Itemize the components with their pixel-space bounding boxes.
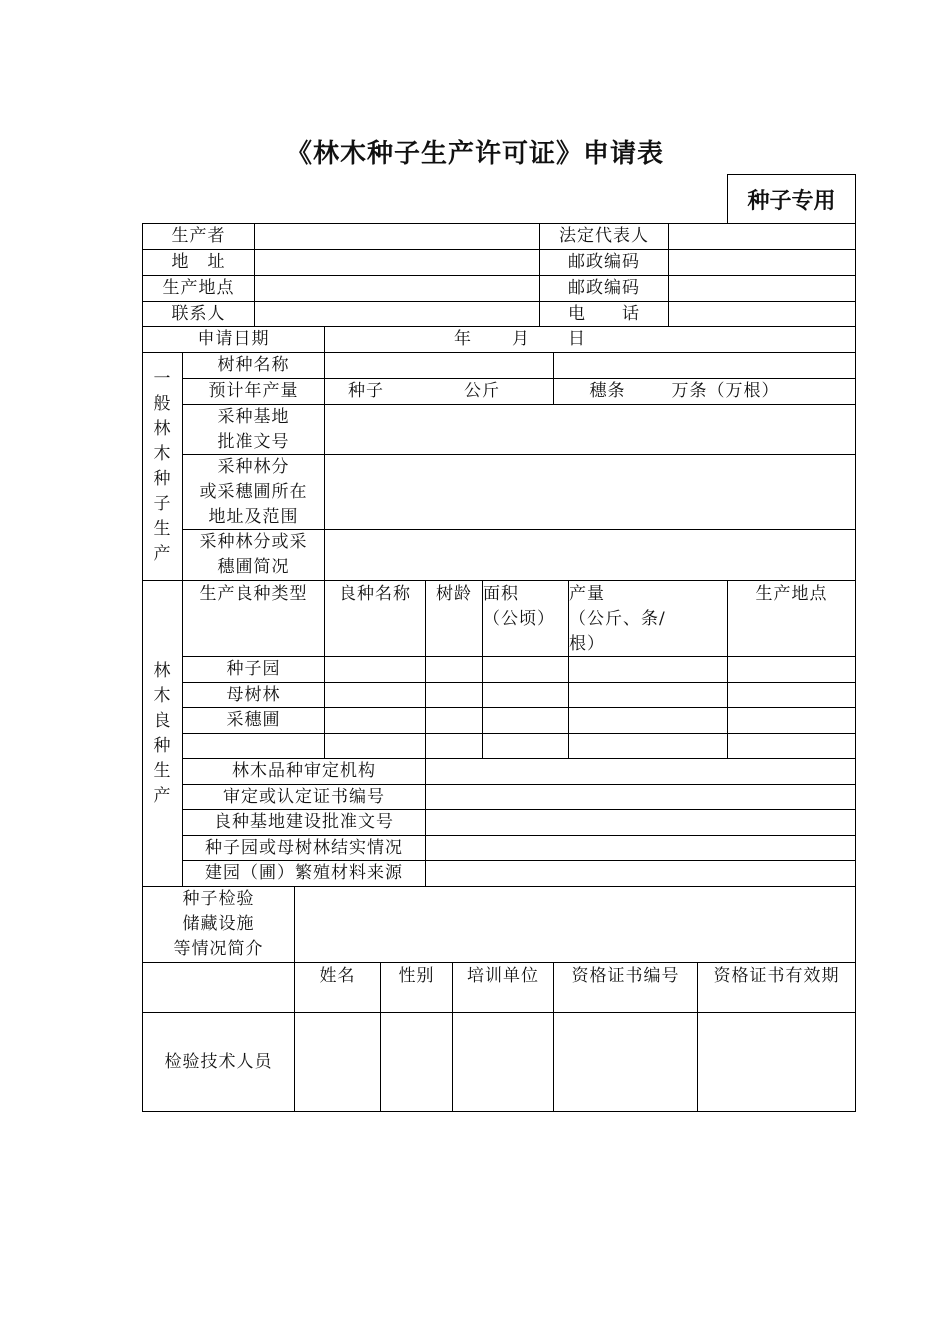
prod-location-field[interactable] bbox=[254, 275, 540, 302]
species-name-label: 树种名称 bbox=[182, 352, 325, 379]
staff-col-name: 姓名 bbox=[294, 962, 381, 1013]
approval-agency-label: 林木品种审定机构 bbox=[182, 758, 426, 785]
cell[interactable] bbox=[324, 707, 426, 734]
improved-label-4: 生 bbox=[153, 760, 172, 781]
col-name-header: 良种名称 bbox=[324, 580, 426, 657]
cell[interactable] bbox=[425, 707, 483, 734]
postcode1-field[interactable] bbox=[668, 249, 856, 276]
approval-agency-field[interactable] bbox=[425, 758, 856, 785]
cell[interactable] bbox=[425, 733, 483, 759]
cell[interactable] bbox=[425, 682, 483, 708]
row-mother-label: 母树林 bbox=[182, 682, 325, 708]
legal-rep-label: 法定代表人 bbox=[539, 223, 669, 250]
improved-section-label bbox=[142, 580, 183, 887]
staff-header-blank bbox=[142, 962, 295, 1013]
phone-field[interactable] bbox=[668, 301, 856, 327]
improved-label-1: 木 bbox=[153, 685, 172, 706]
staff-col-cert-no: 资格证书编号 bbox=[553, 962, 698, 1013]
cell[interactable] bbox=[324, 682, 426, 708]
fruiting-label: 种子园或母树林结实情况 bbox=[182, 835, 426, 861]
address-label bbox=[142, 249, 255, 276]
postcode1-label: 邮政编码 bbox=[539, 249, 669, 276]
base-build-label: 良种基地建设批准文号 bbox=[182, 809, 426, 836]
forest-brief-label bbox=[182, 529, 325, 581]
species-name-field-1[interactable] bbox=[324, 352, 554, 379]
base-build-field[interactable] bbox=[425, 809, 856, 836]
cutting-output-field[interactable] bbox=[553, 378, 856, 405]
staff-gender-field[interactable] bbox=[380, 1012, 453, 1112]
general-label-3: 木 bbox=[153, 443, 172, 464]
cert-no-field[interactable] bbox=[425, 784, 856, 810]
forest-brief-line-0: 采种林分或采 bbox=[199, 532, 308, 552]
col-output-line-1: （公斤、条/ bbox=[569, 609, 666, 629]
staff-valid-field[interactable] bbox=[697, 1012, 856, 1112]
facilities-line-2: 等情况简介 bbox=[173, 939, 264, 959]
forest-address-label bbox=[182, 454, 325, 530]
staff-cert-no-field[interactable] bbox=[553, 1012, 698, 1112]
facilities-line-0: 种子检验 bbox=[182, 889, 255, 909]
general-label-7: 产 bbox=[153, 543, 172, 564]
base-approval-label bbox=[182, 404, 325, 455]
forest-address-line-1: 或采穗圃所在 bbox=[199, 481, 308, 502]
staff-col-gender: 性别 bbox=[380, 962, 453, 1013]
staff-col-valid: 资格证书有效期 bbox=[697, 962, 856, 1013]
est-output-label: 预计年产量 bbox=[182, 378, 325, 405]
date-month: 月 bbox=[512, 329, 530, 349]
staff-name-field[interactable] bbox=[294, 1012, 381, 1112]
col-output-header bbox=[568, 580, 728, 657]
col-area-header bbox=[482, 580, 569, 657]
postcode2-field[interactable] bbox=[668, 275, 856, 302]
facilities-line-1: 储藏设施 bbox=[182, 914, 255, 934]
forest-brief-line-1: 穗圃简况 bbox=[217, 557, 290, 577]
facilities-field[interactable] bbox=[294, 886, 856, 963]
address-field[interactable] bbox=[254, 249, 540, 276]
cell[interactable] bbox=[727, 682, 856, 708]
apply-date-label: 申请日期 bbox=[142, 326, 325, 353]
page-title: 《林木种子生产许可证》申请表 bbox=[285, 139, 664, 169]
cell[interactable] bbox=[482, 656, 569, 683]
forest-address-field[interactable] bbox=[324, 454, 856, 530]
cell[interactable] bbox=[568, 707, 728, 734]
general-label-5: 子 bbox=[153, 493, 172, 514]
cell[interactable] bbox=[727, 656, 856, 683]
seed-text: 种子 bbox=[348, 381, 384, 401]
apply-date-field[interactable] bbox=[324, 326, 856, 353]
cuttings-text: 穗条 bbox=[589, 381, 626, 401]
contact-field[interactable] bbox=[254, 301, 540, 327]
general-label-2: 林 bbox=[153, 418, 172, 439]
cell[interactable] bbox=[568, 733, 728, 759]
staff-label: 检验技术人员 bbox=[142, 1012, 295, 1112]
general-label-4: 种 bbox=[153, 468, 172, 489]
improved-label-3: 种 bbox=[153, 735, 172, 756]
row-orchard-label: 种子园 bbox=[182, 656, 325, 683]
application-form bbox=[143, 224, 856, 1113]
cell[interactable] bbox=[568, 682, 728, 708]
seed-use-stamp: 种子专用 bbox=[727, 174, 856, 224]
general-label-6: 生 bbox=[153, 518, 172, 539]
staff-unit-field[interactable] bbox=[452, 1012, 554, 1112]
cell[interactable] bbox=[727, 733, 856, 759]
cell[interactable] bbox=[425, 656, 483, 683]
row-blank-label[interactable] bbox=[182, 733, 325, 759]
cell[interactable] bbox=[727, 707, 856, 734]
legal-rep-field[interactable] bbox=[668, 223, 856, 250]
improved-label-2: 良 bbox=[153, 710, 172, 731]
phone-label: 电 话 bbox=[539, 301, 669, 327]
kg-text: 公斤 bbox=[464, 381, 500, 401]
col-output-line-2: 根） bbox=[569, 634, 605, 654]
col-output-line-0: 产量 bbox=[569, 584, 605, 604]
base-approval-line-1: 批准文号 bbox=[217, 431, 290, 452]
improved-label-0: 林 bbox=[153, 660, 172, 681]
general-label-0: 一 bbox=[153, 368, 172, 389]
material-source-label: 建园（圃）繁殖材料来源 bbox=[182, 860, 426, 887]
cert-no-label: 审定或认定证书编号 bbox=[182, 784, 426, 810]
fruiting-field[interactable] bbox=[425, 835, 856, 861]
cell[interactable] bbox=[324, 656, 426, 683]
base-approval-line-0: 采种基地 bbox=[217, 406, 290, 427]
forest-brief-field[interactable] bbox=[324, 529, 856, 581]
prod-location-label: 生产地点 bbox=[142, 275, 255, 302]
cell[interactable] bbox=[324, 733, 426, 759]
producer-field[interactable] bbox=[254, 223, 540, 250]
general-label-1: 般 bbox=[153, 393, 172, 414]
cell[interactable] bbox=[482, 733, 569, 759]
date-year: 年 bbox=[454, 329, 472, 349]
staff-col-unit: 培训单位 bbox=[452, 962, 554, 1013]
cell[interactable] bbox=[568, 656, 728, 683]
cutting-unit-text: 万条（万根） bbox=[671, 381, 780, 401]
row-scion-label: 采穗圃 bbox=[182, 707, 325, 734]
cell[interactable] bbox=[482, 707, 569, 734]
improved-label-5: 产 bbox=[153, 785, 172, 806]
address-label-text: 地 址 bbox=[171, 252, 226, 272]
seed-output-field[interactable] bbox=[324, 378, 554, 405]
col-area-line-0: 面积 bbox=[483, 584, 519, 604]
col-age-header: 树龄 bbox=[425, 580, 483, 657]
species-name-field-2[interactable] bbox=[553, 352, 856, 379]
postcode2-label: 邮政编码 bbox=[539, 275, 669, 302]
col-area-line-1: （公顷） bbox=[483, 609, 555, 629]
date-day: 日 bbox=[568, 329, 586, 349]
base-approval-field[interactable] bbox=[324, 404, 856, 455]
contact-label: 联系人 bbox=[142, 301, 255, 327]
material-source-field[interactable] bbox=[425, 860, 856, 887]
forest-address-line-0: 采种林分 bbox=[217, 456, 290, 477]
col-location-header: 生产地点 bbox=[727, 580, 856, 657]
facilities-label bbox=[142, 886, 295, 963]
producer-label: 生产者 bbox=[142, 223, 255, 250]
forest-address-line-2: 地址及范围 bbox=[208, 506, 299, 527]
general-section-label bbox=[142, 352, 183, 581]
cell[interactable] bbox=[482, 682, 569, 708]
col-type-header: 生产良种类型 bbox=[182, 580, 325, 657]
